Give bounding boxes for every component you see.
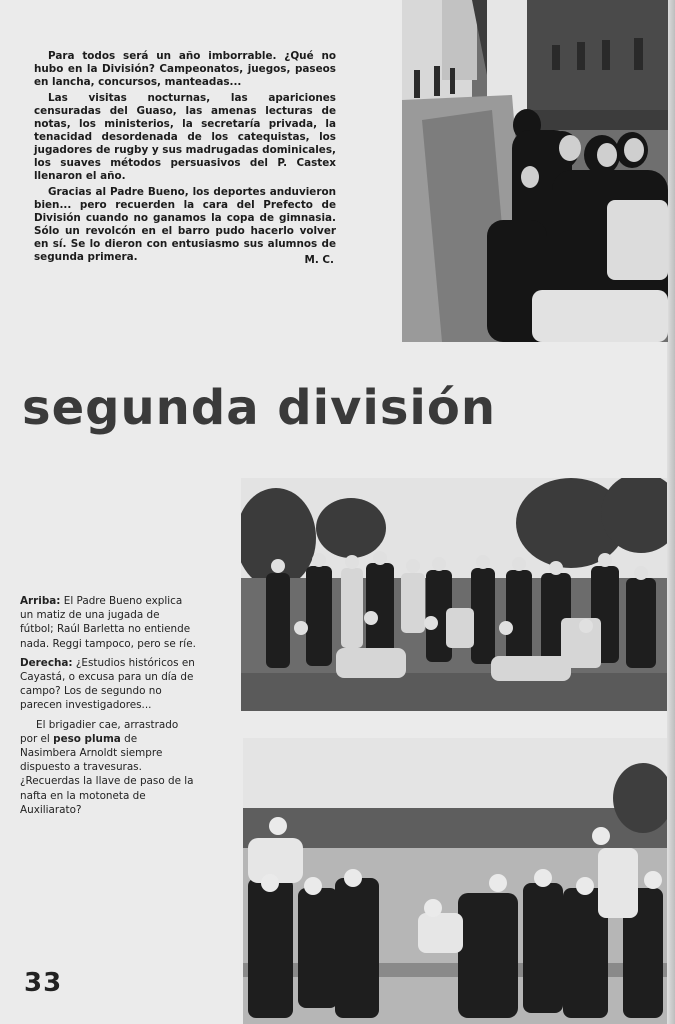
article-paragraph-1: Para todos será un año imborrable. ¿Qué no hubo en la División? Campeonatos, juegos, paseos en lancha, concursos, manteadas... bbox=[34, 50, 336, 88]
article-text bbox=[34, 50, 336, 270]
article-signature: M. C. bbox=[304, 254, 334, 266]
caption-brigadier bbox=[20, 718, 196, 817]
photo-group-field bbox=[241, 478, 667, 711]
photo-group-bench bbox=[243, 738, 667, 1024]
article-paragraph-2: Las visitas nocturnas, las apariciones censuradas del Guaso, las amenas lecturas de notas, los ministerios, la secretaría privada, la tenacidad desordenada de los catequistas, los jugadores de rugby y sus madrugadas dominicales, los suaves métodos persuasivos del P. Castex llenaron el año. bbox=[34, 92, 336, 182]
caption-arriba-label: Arriba: bbox=[20, 595, 61, 607]
caption-brigadier-b: de Nasimbera Arnoldt siempre dispuesto a travesuras. ¿Recuerdas la llave de paso de la nafta en la motoneta de Auxiliaratо? bbox=[20, 732, 194, 816]
scan-edge bbox=[667, 0, 675, 1024]
caption-derecha bbox=[20, 656, 196, 713]
section-headline: segunda división bbox=[22, 380, 497, 436]
caption-arriba bbox=[20, 594, 196, 651]
page-number: 33 bbox=[24, 968, 63, 998]
caption-brigadier-a: El brigadier cae, arrastrado por el bbox=[20, 718, 179, 745]
photo-building-crowd bbox=[402, 0, 668, 342]
caption-arriba-text: El Padre Bueno explica un matiz de una jugada de fútbol; Raúl Barletta no entiende nada. Reggi tampoco, pero se ríe. bbox=[20, 595, 196, 650]
photo-captions bbox=[20, 594, 196, 822]
caption-derecha-text: ¿Estudios históricos en Cayastá, o excusa para un día de campo? Los de segundo no parecen investigadores... bbox=[20, 656, 195, 712]
article-paragraph-3: Gracias al Padre Bueno, los deportes anduvieron bien... pero recuerden la cara del Prefecto de División cuando no ganamos la copa de gimnasia. Sólo un revolcón en el barro pudo hacerlo volver en sí. Se lo dieron con entusiasmo sus alumnos de segunda primera. bbox=[34, 186, 336, 263]
caption-brigadier-bold: peso pluma bbox=[53, 732, 121, 745]
caption-derecha-label: Derecha: bbox=[20, 656, 73, 669]
